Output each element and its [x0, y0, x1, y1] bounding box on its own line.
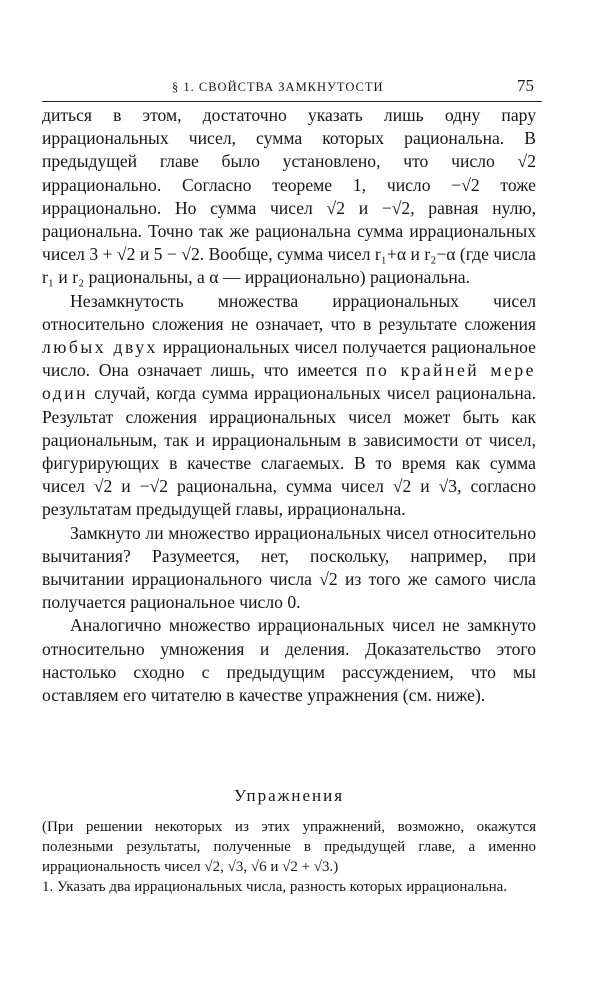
paragraph-multiplication: Аналогично множество иррациональных чисел не замкнуто относительно умножения и деления. Доказательство этого настолько сходно с предыдущим рассуждением, что мы оставляем его читателю в качестве упражнения (см. ниже). [42, 615, 536, 706]
exercises-heading: Упражнения [233, 786, 345, 805]
main-text [42, 104, 536, 707]
running-header [42, 76, 542, 102]
paragraph-text-part: случай, когда сумма иррациональных чисел рациональна. Результат сложения иррациональных чисел может быть как рациональным, так и иррациональным в зависимости от чисел, фигурирующих в качестве слагаемых. В то время как сумма чисел √2 и −√2 рациональна, сумма чисел √2 и √3, согласно результатам предыдущей главы, иррациональна. [42, 383, 536, 520]
paragraph-continuation: диться в этом, достаточно указать лишь одну пару иррациональных чисел, сумма которых рациональна. В предыдущей главе было установлено, что число √2 иррационально. Согласно теореме 1, число −√2 тоже иррационально. Но сумма чисел √2 и −√2, равная нулю, рациональна. Точно так же рациональна сумма иррациональных чисел 3 + √2 и 5 − √2. Вообще, сумма чисел r₁+α и r₂−α (где числа r₁ и r₂ рациональны, а α — иррационально) рациональна. [42, 105, 536, 288]
paragraph-text-part: Незамкнутость множества иррациональных чисел относительно сложения не означает, что в результате сложения [42, 290, 536, 334]
exercises-note: (При решении некоторых из этих упражнений, возможно, окажутся полезными результаты, полученные в предыдущей главе, а именно иррациональность чисел √2, √3, √6 и √2 + √3.) [42, 819, 536, 875]
paragraph-subtraction: Замкнуто ли множество иррациональных чисел относительно вычитания? Разумеется, нет, поскольку, например, при вычитании иррационального числа √2 из того же самого числа получается рациональное число 0. [42, 522, 536, 613]
header-rule [42, 101, 542, 102]
paragraph-text-part: иррациональных чисел получается рациональное число. Она означает лишь, что имеется [42, 337, 536, 381]
emphasis-at-least-one: по крайней мере один [42, 360, 536, 404]
paragraph-non-closure [42, 290, 536, 522]
chapter-section-title: § 1. СВОЙСТВА ЗАМКНУТОСТИ [172, 80, 384, 94]
exercises-block [42, 817, 536, 897]
emphasis-any-two: любых двух [42, 337, 158, 358]
page-number: 75 [517, 76, 534, 95]
exercise-item-1: 1. Указать два иррациональных числа, разность которых иррациональна. [42, 879, 508, 895]
